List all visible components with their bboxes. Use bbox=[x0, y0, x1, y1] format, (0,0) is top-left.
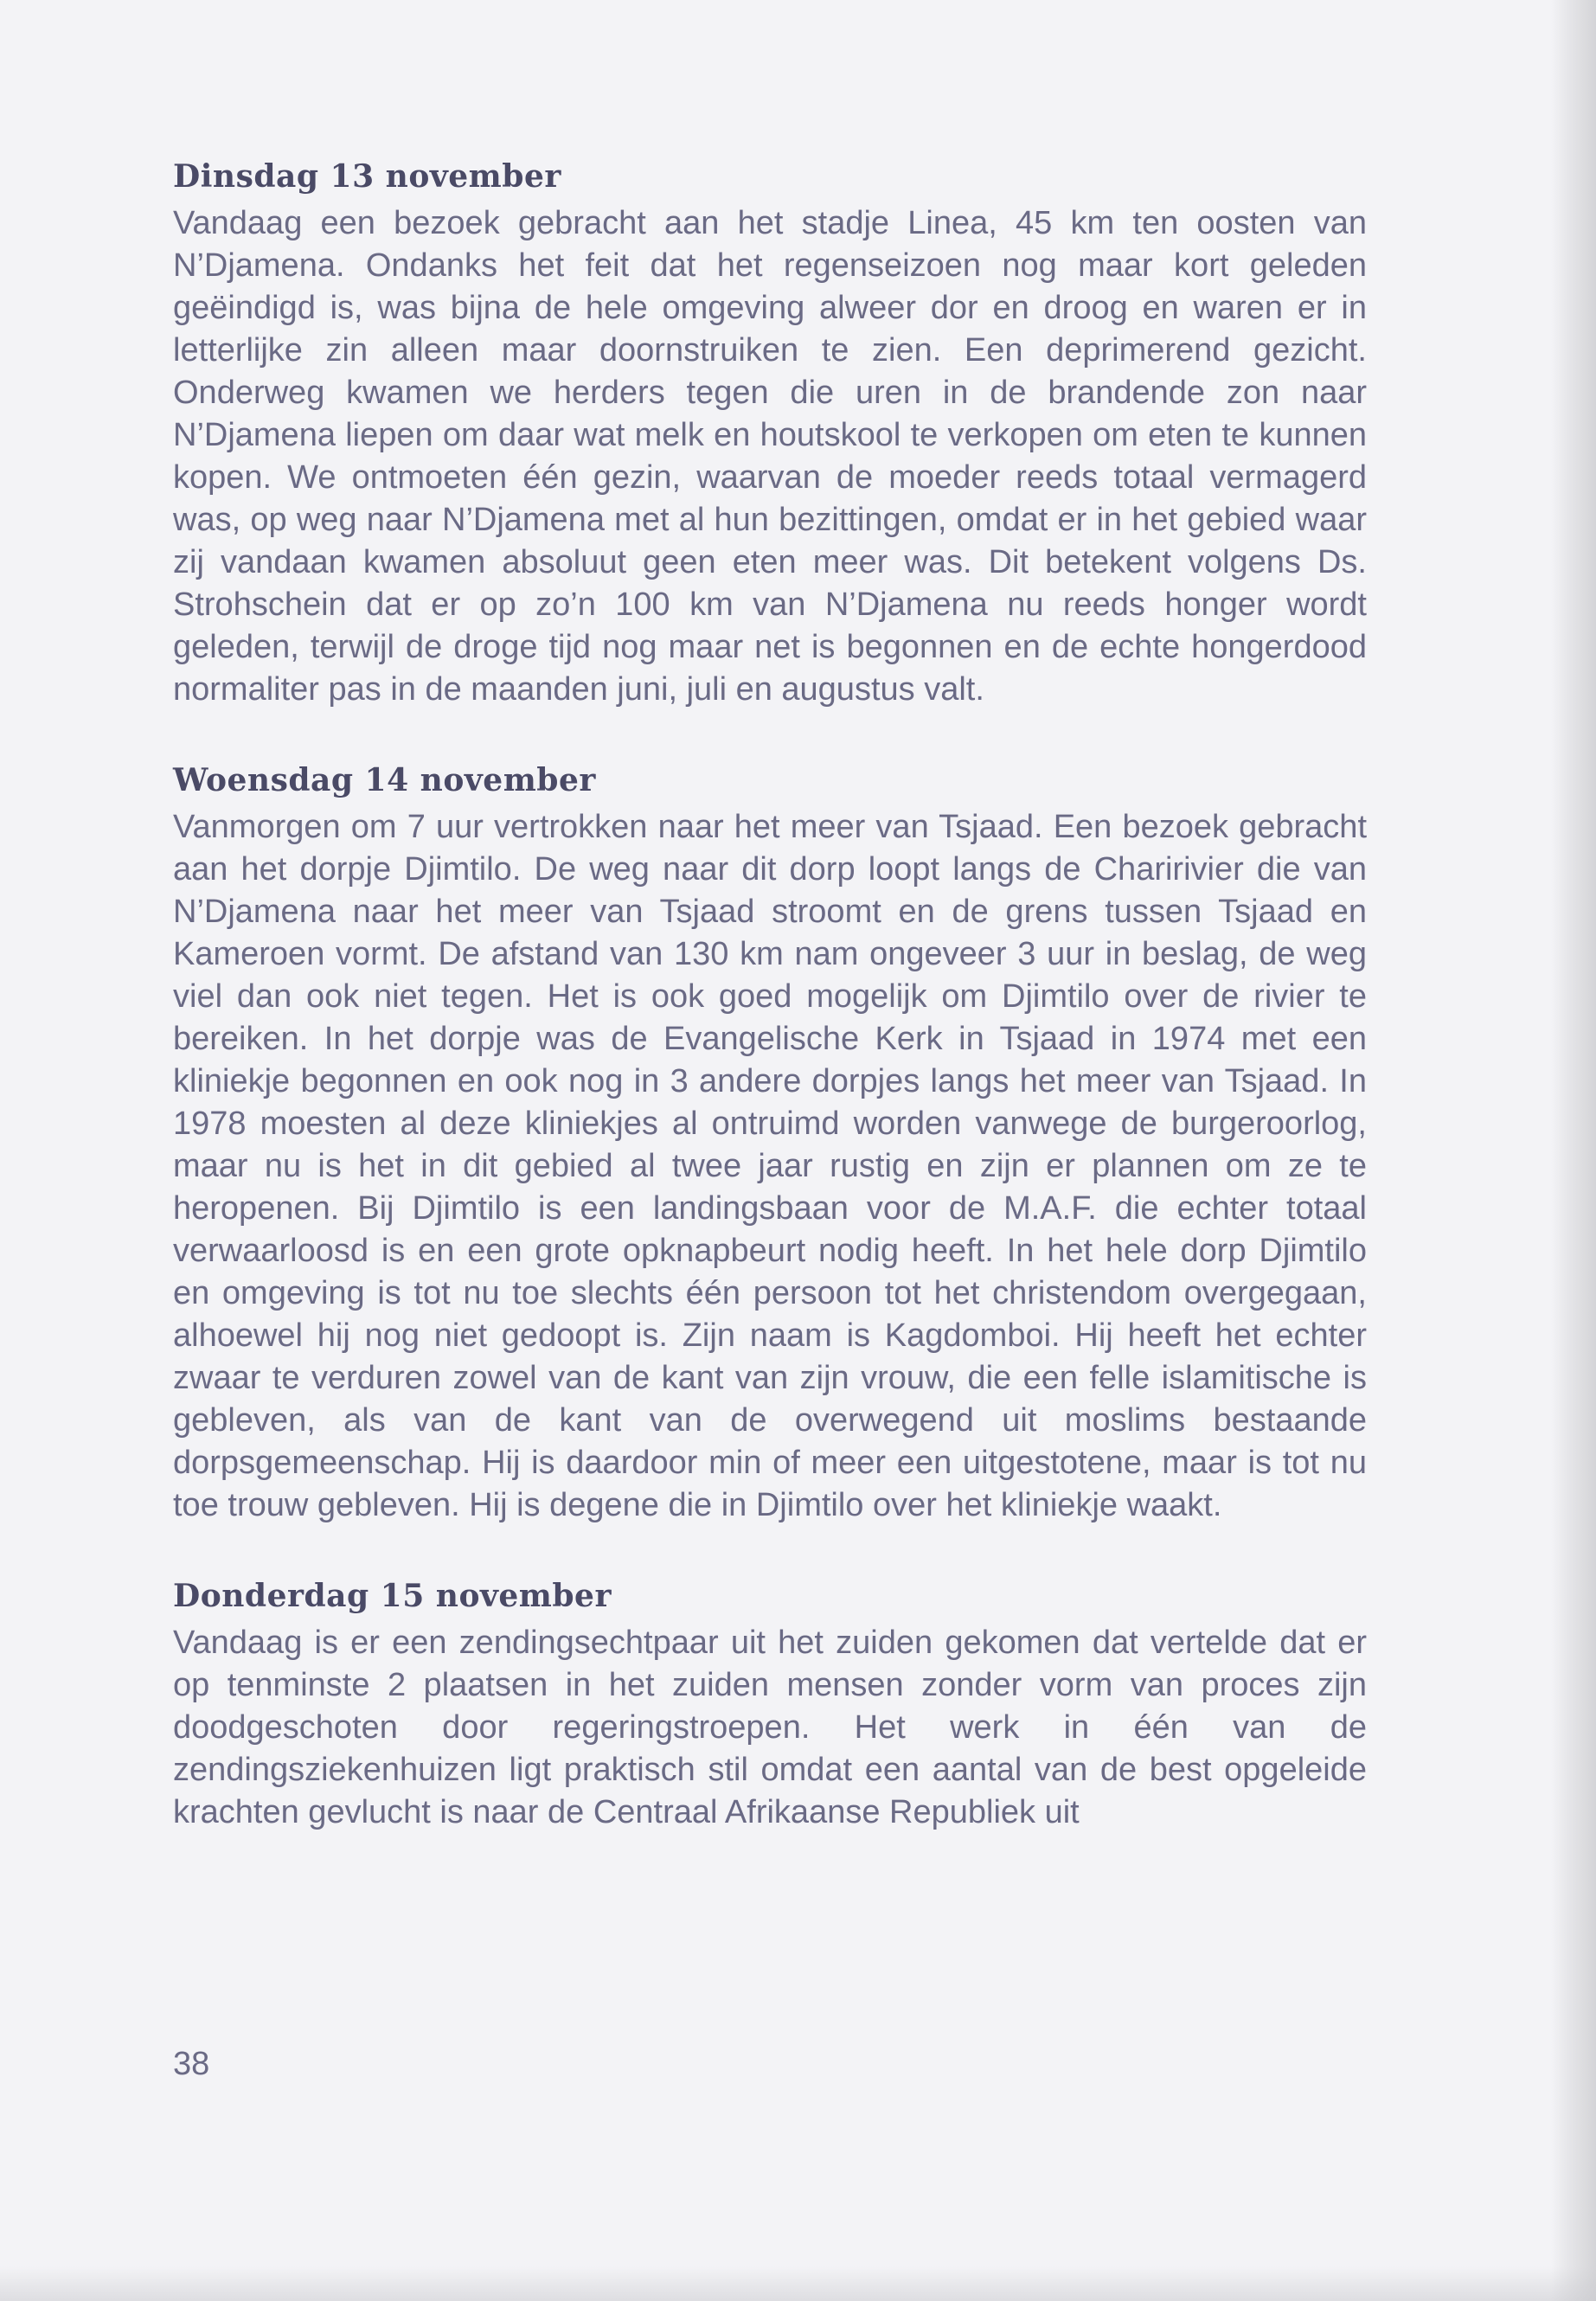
book-spine-shadow bbox=[1551, 0, 1596, 2301]
diary-entry-tuesday bbox=[173, 156, 1367, 711]
entry-heading: Dinsdag 13 november bbox=[173, 158, 561, 195]
page-number: 38 bbox=[173, 2046, 210, 2082]
entry-heading: Woensdag 14 november bbox=[173, 762, 596, 798]
diary-content bbox=[173, 156, 1367, 1834]
entry-paragraph: Vanmorgen om 7 uur vertrokken naar het meer van Tsjaad. Een bezoek gebracht aan het dorpje Djimtilo. De weg naar dit dorp loopt langs de Charirivier die van N’Djamena naar het meer van Tsjaad stroomt en de grens tussen Tsjaad en Kameroen vormt. De afstand van 130 km nam ongeveer 3 uur in beslag, de weg viel dan ook niet tegen. Het is ook goed mogelijk om Djimtilo over de rivier te bereiken. In het dorpje was de Evangelische Kerk in Tsjaad in 1974 met een kliniekje begonnen en ook nog in 3 andere dorpjes langs het meer van Tsjaad. In 1978 moesten al deze kliniekjes al ontruimd worden vanwege de burgeroorlog, maar nu is het in dit gebied al twee jaar rustig en zijn er plannen om ze te heropenen. Bij Djimtilo is een landingsbaan voor de M.A.F. die echter totaal verwaarloosd is en een grote opknapbeurt nodig heeft. In het hele dorp Djimtilo en omgeving is tot nu toe slechts één persoon tot het christendom overgegaan, alhoewel hij nog niet gedoopt is. Zijn naam is Kagdomboi. Hij heeft het echter zwaar te verduren zowel van de kant van zijn vrouw, die een felle islamitische is gebleven, als van de kant van de overwegend uit moslims bestaande dorpsgemeenschap. Hij is daardoor min of meer een uitgestotene, maar is tot nu toe trouw gebleven. Hij is degene die in Djimtilo over het kliniekje waakt. bbox=[173, 809, 1367, 1523]
diary-entry-thursday bbox=[173, 1575, 1367, 1834]
entry-paragraph: Vandaag een bezoek gebracht aan het stadje Linea, 45 km ten oosten van N’Djamena. Ondanks het feit dat het regenseizoen nog maar kort geleden geëindigd is, was bijna de hele omgeving alweer dor en droog en waren er in letterlijke zin alleen maar doornstruiken te zien. Een deprimerend gezicht. Onderweg kwamen we herders tegen die uren in de brandende zon naar N’Djamena liepen om daar wat melk en houtskool te verkopen om eten te kunnen kopen. We ontmoeten één gezin, waarvan de moeder reeds totaal vermagerd was, op weg naar N’Djamena met al hun bezittingen, omdat er in het gebied waar zij vandaan kwamen absoluut geen eten meer was. Dit betekent volgens Ds. Strohschein dat er op zo’n 100 km van N’Djamena nu reeds honger wordt geleden, terwijl de droge tijd nog maar net is begonnen en de echte hongerdood normaliter pas in de maanden juni, juli en augustus valt. bbox=[173, 205, 1367, 708]
entry-heading: Donderdag 15 november bbox=[173, 1578, 612, 1614]
diary-entry-wednesday bbox=[173, 760, 1367, 1527]
page-bottom-shadow bbox=[0, 2266, 1596, 2301]
entry-paragraph: Vandaag is er een zendingsechtpaar uit het zuiden gekomen dat vertelde dat er op tenminste 2 plaatsen in het zuiden mensen zonder vorm van proces zijn doodgeschoten door regeringstroepen. Het werk in één van de zendingsziekenhuizen ligt praktisch stil omdat een aantal van de best opgeleide krachten gevlucht is naar de Centraal Afrikaanse Republiek uit bbox=[173, 1625, 1367, 1830]
